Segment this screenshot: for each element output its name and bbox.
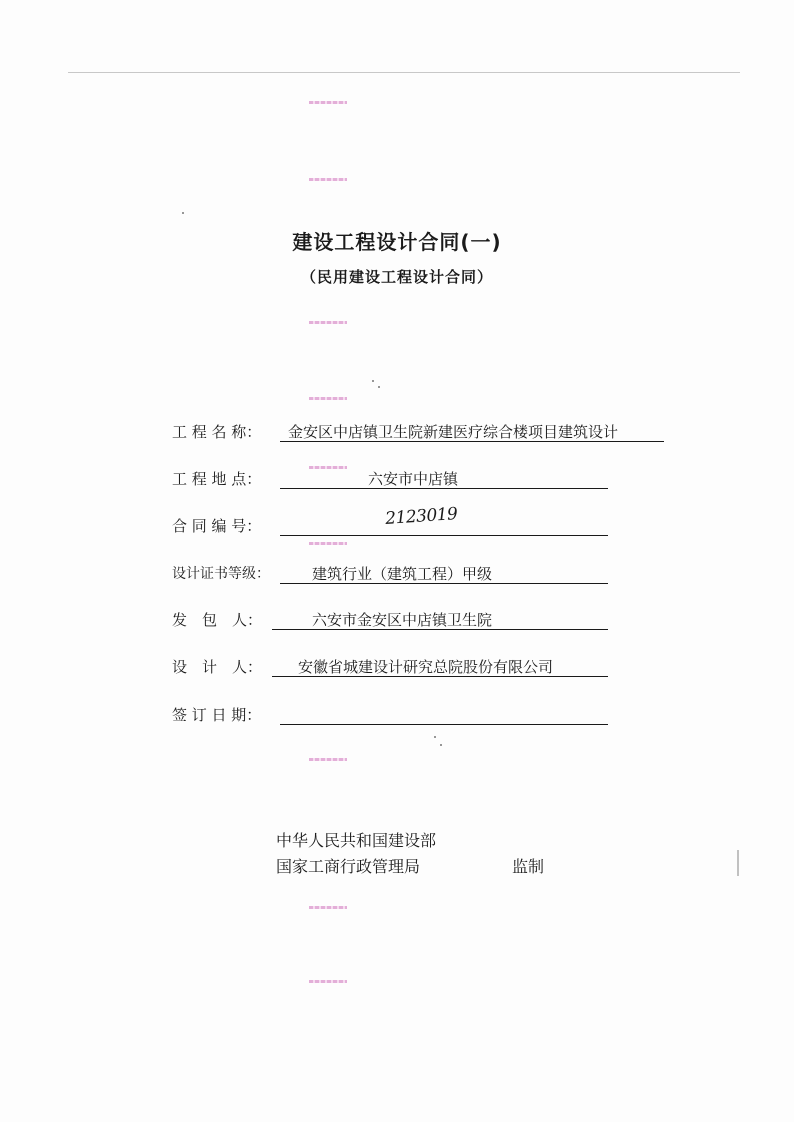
issuer-ministry: 中华人民共和国建设部 — [276, 831, 437, 850]
field-value: 六安市中店镇 — [368, 470, 459, 488]
field-signing-date — [172, 704, 612, 726]
field-value: 安徽省城建设计研究总院股份有限公司 — [298, 658, 554, 676]
perforation-mark — [309, 980, 347, 983]
perforation-mark — [309, 101, 347, 104]
scan-speck — [182, 212, 184, 214]
issuer-bureau: 国家工商行政管理局 — [276, 857, 421, 876]
perforation-mark — [309, 906, 347, 909]
scan-speck — [440, 744, 442, 746]
perforation-mark — [309, 542, 347, 545]
field-certificate-grade — [172, 563, 612, 585]
perforation-mark — [309, 178, 347, 181]
handwritten-contract-number: 2123019 — [384, 504, 459, 529]
fill-line — [280, 535, 608, 536]
scan-border-line — [68, 72, 740, 73]
field-label: 签 订 日 期： — [172, 706, 262, 724]
field-value: 建筑行业（建筑工程）甲级 — [312, 565, 493, 583]
perforation-mark — [309, 397, 347, 400]
field-contract-number — [172, 504, 612, 537]
field-client — [172, 609, 612, 631]
field-label: 设 计 人： — [172, 658, 263, 676]
scan-edge-mark — [737, 850, 739, 876]
field-designer — [172, 656, 612, 678]
fill-line — [280, 724, 608, 725]
field-label: 设计证书等级： — [172, 566, 270, 582]
perforation-mark — [309, 321, 347, 324]
field-label: 发 包 人： — [172, 611, 263, 629]
field-value: 金安区中店镇卫生院新建医疗综合楼项目建筑设计 — [288, 423, 619, 441]
perforation-mark — [309, 758, 347, 761]
document-title: 建设工程设计合同(一) — [292, 230, 502, 254]
field-project-location — [172, 468, 612, 490]
scan-speck — [372, 380, 374, 382]
field-label: 工 程 地 点： — [172, 470, 262, 488]
field-value: 六安市金安区中店镇卫生院 — [312, 611, 493, 629]
field-label: 工 程 名 称： — [172, 423, 262, 441]
document-subtitle: （民用建设工程设计合同） — [300, 268, 493, 286]
supervise-label: 监制 — [512, 857, 545, 876]
scan-speck — [434, 736, 436, 738]
field-label: 合 同 编 号： — [172, 517, 262, 535]
field-project-name — [172, 421, 672, 443]
scan-speck — [378, 386, 380, 388]
